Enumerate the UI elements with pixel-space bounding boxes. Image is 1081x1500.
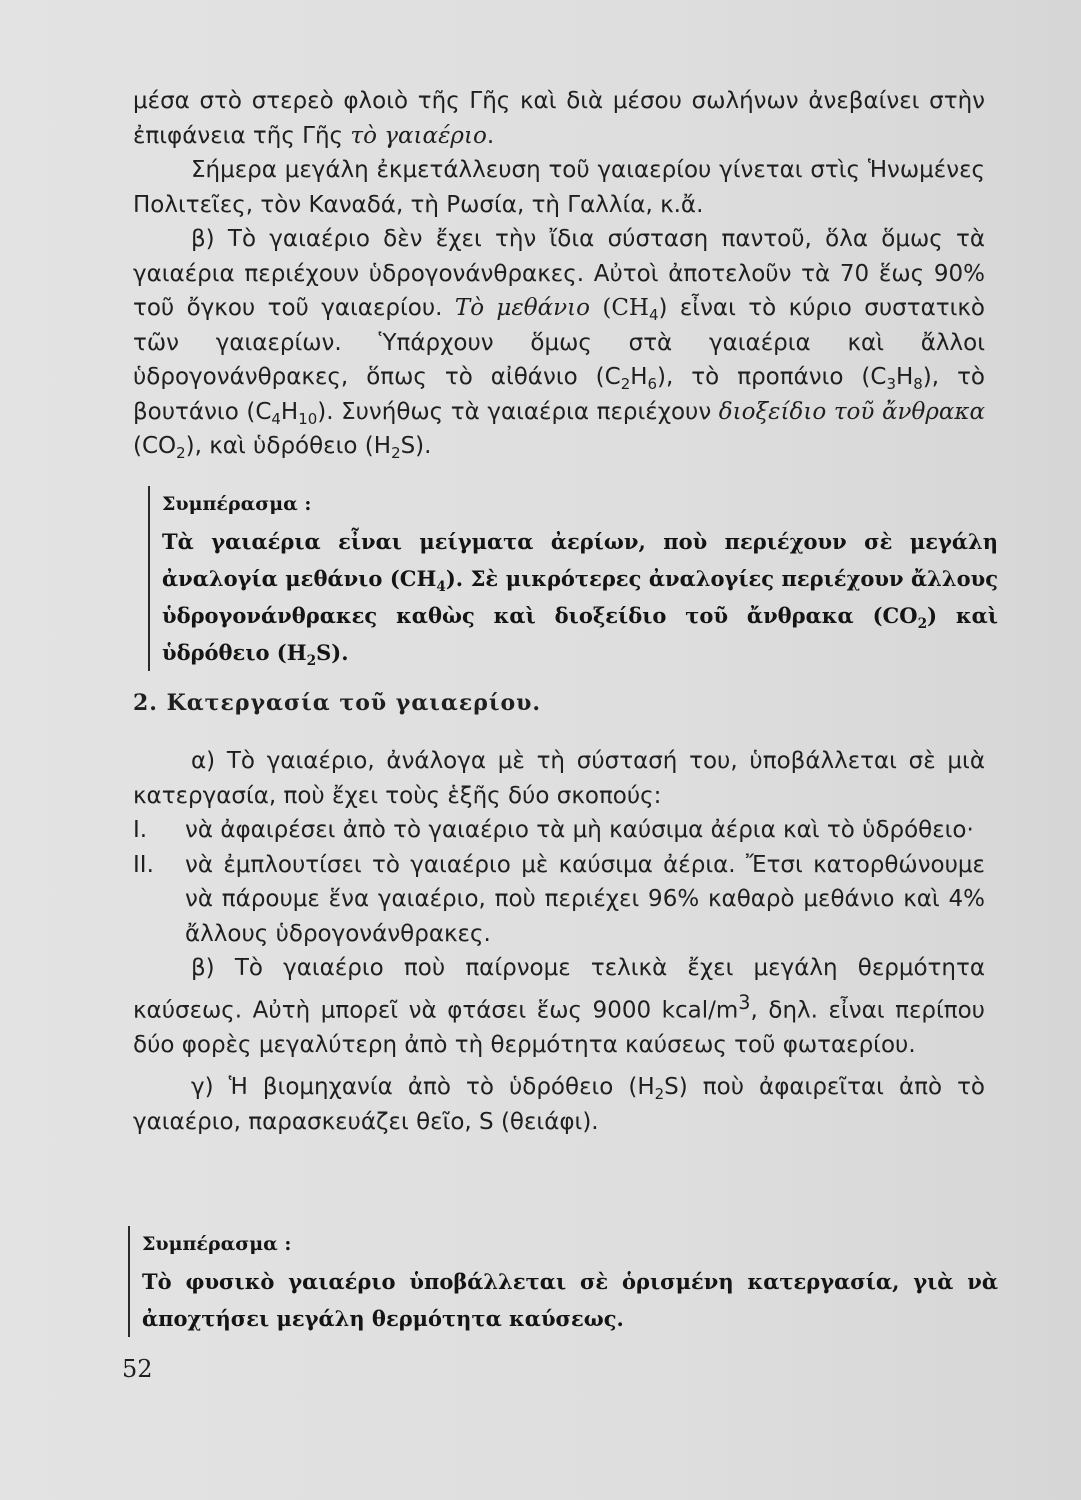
conclusion-box-2 — [128, 1226, 998, 1337]
page-number: 52 — [122, 1355, 153, 1383]
text-block-top — [133, 84, 985, 464]
conclusion-box-1 — [148, 486, 998, 671]
list-text: νὰ ἐμπλουτίσει τὸ γαιαέριο μὲ καύσιμα ἀέρια. Ἔτσι κατορθώνουμε νὰ πάρουμε ἕνα γαιαέριο, ποὺ περιέχει 96% καθαρὸ μεθάνιο καὶ 4% ἄλλους ὑδρογονάνθρακες. — [185, 851, 985, 947]
paragraph-composition: β) Τὸ γαιαέριο δὲν ἔχει τὴν ἴδια σύσταση παντοῦ, ὅλα ὅμως τὰ γαιαέρια περιέχουν ὑδρογονάνθρακες. Αὐτοὶ ἀποτελοῦν τὰ 70 ἕως 90% τοῦ ὄγκου τοῦ γαιαερίου. Τὸ μεθάνιο $(CH_4)$ εἶναι τὸ κύριο συστατικὸ τῶν γαιαερίων. Ὑπάρχουν ὅμως στὰ γαιαέρια καὶ ἄλλοι ὑδρογονάνθρακες, ὅπως τὸ αἰθάνιο $(C_2H_6)$, τὸ προπάνιο $(C_3H_8)$, τὸ βουτάνιο $(C_4H_{10})$. Συνήθως τὰ γαιαέρια περιέχουν διοξείδιο τοῦ ἄνθρακα $(CO_2)$, καὶ ὑδρόθειο $(H_2S)$. — [133, 226, 985, 463]
list-number: II. — [133, 851, 154, 878]
paragraph-heat: β) Τὸ γαιαέριο ποὺ παίρνομε τελικὰ ἔχει μεγάλη θερμότητα καύσεως. Αὐτὴ μπορεῖ νὰ φτάσει ἕως 9000 kcal/$m^3$, δηλ. εἶναι περίπου δύο φορὲς μεγαλύτερη ἀπὸ τὴ θερμότητα καύσεως τοῦ φωταερίου. — [133, 955, 985, 1058]
list-item — [133, 848, 985, 952]
section-heading: 2. Κατεργασία τοῦ γαιαερίου. — [133, 690, 542, 716]
paragraph-processing: α) Τὸ γαιαέριο, ἀνάλογα μὲ τὴ σύστασή του, ὑποβάλλεται σὲ μιὰ κατεργασία, ποὺ ἔχει τοὺς ἑξῆς δύο σκοπούς: — [133, 748, 985, 809]
conclusion-text: Τὸ φυσικὸ γαιαέριο ὑποβάλλεται σὲ ὁρισμένη κατεργασία, γιὰ νὰ ἀποχτήσει μεγάλη θερμότητα καύσεως. — [142, 1269, 998, 1331]
paragraph-intro: μέσα στὸ στερεὸ φλοιὸ τῆς Γῆς καὶ διὰ μέσου σωλήνων ἀνεβαίνει στὴν ἐπιφάνεια τῆς Γῆς τὸ γαιαέριο. — [133, 88, 985, 149]
list-number: I. — [133, 817, 148, 843]
conclusion-title: Συμπέρασμα : — [162, 493, 312, 515]
paragraph-exploitation: Σήμερα μεγάλη ἐκμετάλλευση τοῦ γαιαερίου γίνεται στὶς Ἡνωμένες Πολιτεῖες, τὸν Καναδά, τὴ Ρωσία, τὴ Γαλλία, κ.ἄ. — [133, 157, 985, 218]
conclusion-title: Συμπέρασμα : — [142, 1233, 292, 1255]
text-block-processing — [133, 744, 985, 1139]
conclusion-text: Τὰ γαιαέρια εἶναι μείγματα ἀερίων, ποὺ περιέχουν σὲ μεγάλη ἀναλογία μεθάνιο $(CH_4)$. Σὲ μικρότερες ἀναλογίες περιέχουν ἄλλους ὑδρογονάνθρακες καθὼς καὶ διοξείδιο τοῦ ἄνθρακα $(CO_2)$ καὶ ὑδρόθειο $(H_2S)$. — [162, 529, 998, 669]
list-text: νὰ ἀφαιρέσει ἀπὸ τὸ γαιαέριο τὰ μὴ καύσιμα ἀέρια καὶ τὸ ὑδρόθειο· — [185, 817, 974, 843]
paragraph-sulfur: γ) Ἡ βιομηχανία ἀπὸ τὸ ὑδρόθειο $(H_2S)$ ποὺ ἀφαιρεῖται ἀπὸ τὸ γαιαέριο, παρασκευάζει θεῖο, S (θειάφι). — [133, 1074, 985, 1135]
list-item — [133, 813, 985, 848]
